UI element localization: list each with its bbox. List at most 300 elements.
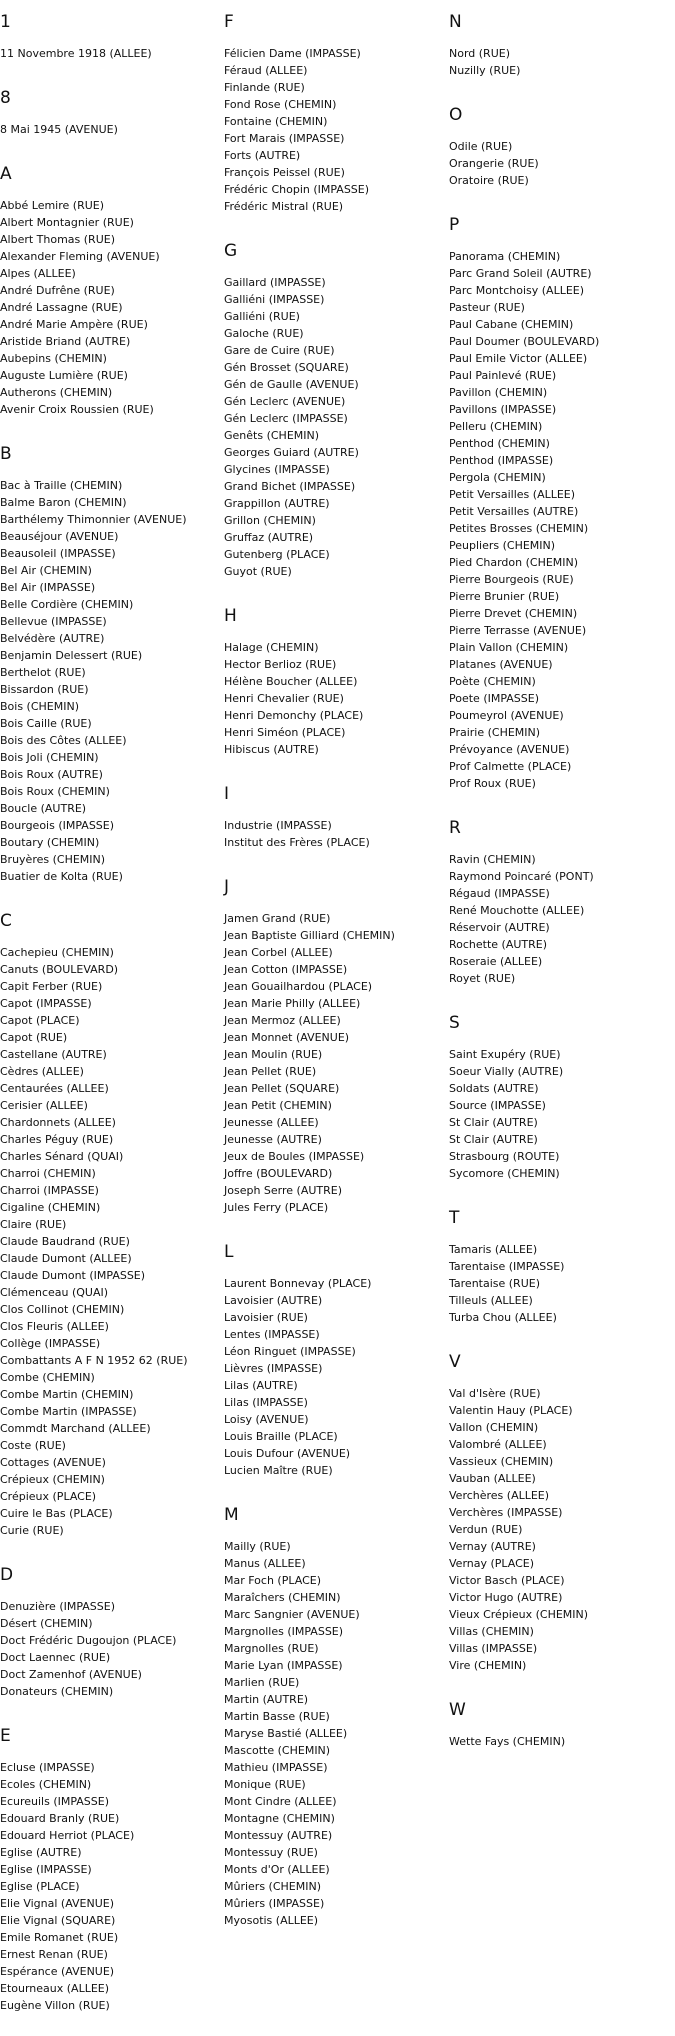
street-link[interactable]: Royet (RUE) [449, 972, 516, 985]
street-link[interactable]: Valentin Hauy (PLACE) [449, 1404, 573, 1417]
street-link[interactable]: Tilleuls (ALLEE) [449, 1294, 533, 1307]
street-link[interactable]: Charroi (IMPASSE) [0, 1184, 99, 1197]
street-link[interactable]: Galliéni (IMPASSE) [224, 293, 325, 306]
street-link[interactable]: Pierre Terrasse (AVENUE) [449, 624, 587, 637]
street-link[interactable]: Bois Caille (RUE) [0, 717, 92, 730]
street-list [0, 121, 220, 138]
street-link[interactable]: Mont Cindre (ALLEE) [224, 1795, 337, 1808]
street-link[interactable]: Manus (ALLEE) [224, 1557, 306, 1570]
street-link[interactable]: Belvédère (AUTRE) [0, 632, 105, 645]
street-link[interactable]: Féraud (ALLEE) [224, 64, 308, 77]
letter-section [0, 88, 220, 160]
letter-heading: H [224, 606, 237, 626]
street-link[interactable]: Industrie (IMPASSE) [224, 819, 332, 832]
street-link[interactable]: Gén de Gaulle (AVENUE) [224, 378, 359, 391]
street-link[interactable]: Autherons (CHEMIN) [0, 386, 113, 399]
street-link[interactable]: Cottages (AVENUE) [0, 1456, 106, 1469]
street-link[interactable]: Eglise (PLACE) [0, 1880, 80, 1893]
street-link[interactable]: Castellane (AUTRE) [0, 1048, 107, 1061]
street-link[interactable]: Ecluse (IMPASSE) [0, 1761, 95, 1774]
street-link[interactable]: Laurent Bonnevay (PLACE) [224, 1277, 372, 1290]
street-link[interactable]: Parc Grand Soleil (AUTRE) [449, 267, 592, 280]
street-link[interactable]: Doct Frédéric Dugoujon (PLACE) [0, 1634, 177, 1647]
street-link[interactable]: Orangerie (RUE) [449, 157, 539, 170]
street-link[interactable]: Désert (CHEMIN) [0, 1617, 93, 1630]
street-link[interactable]: Combattants A F N 1952 62 (RUE) [0, 1354, 188, 1367]
street-link[interactable]: Chardonnets (ALLEE) [0, 1116, 116, 1129]
street-link[interactable]: Lilas (IMPASSE) [224, 1396, 308, 1409]
street-link[interactable]: Margnolles (RUE) [224, 1642, 319, 1655]
section-spacer [0, 1700, 220, 1722]
street-link[interactable]: Jean Marie Philly (ALLEE) [224, 997, 361, 1010]
street-link[interactable]: Vassieux (CHEMIN) [449, 1455, 554, 1468]
street-link[interactable]: Saint Exupéry (RUE) [449, 1048, 561, 1061]
street-link[interactable]: Curie (RUE) [0, 1524, 64, 1537]
street-link[interactable]: Denuzière (IMPASSE) [0, 1600, 116, 1613]
street-link[interactable]: Petit Versailles (AUTRE) [449, 505, 579, 518]
street-link[interactable]: Tarentaise (IMPASSE) [449, 1260, 565, 1273]
letter-heading: O [449, 105, 463, 125]
street-link[interactable]: Cachepieu (CHEMIN) [0, 946, 114, 959]
street-link[interactable]: Félicien Dame (IMPASSE) [224, 47, 361, 60]
letter-heading: I [224, 784, 230, 804]
street-link[interactable]: Benjamin Delessert (RUE) [0, 649, 143, 662]
street-link[interactable]: Lavoisier (AUTRE) [224, 1294, 323, 1307]
street-link[interactable]: Edouard Branly (RUE) [0, 1812, 120, 1825]
section-spacer [0, 1539, 220, 1561]
street-link[interactable]: Villas (CHEMIN) [449, 1625, 534, 1638]
street-link[interactable]: Avenir Croix Roussien (RUE) [0, 403, 154, 416]
street-link[interactable]: Elie Vignal (AVENUE) [0, 1897, 115, 1910]
street-link[interactable]: Mûriers (CHEMIN) [224, 1880, 322, 1893]
street-link[interactable]: Mar Foch (PLACE) [224, 1574, 321, 1587]
street-link[interactable]: Beauséjour (AVENUE) [0, 530, 119, 543]
letter-section [0, 12, 220, 84]
street-link[interactable]: Penthod (CHEMIN) [449, 437, 550, 450]
street-link[interactable]: Verchères (IMPASSE) [449, 1506, 563, 1519]
street-link[interactable]: André Marie Ampère (RUE) [0, 318, 148, 331]
street-link[interactable]: Cigaline (CHEMIN) [0, 1201, 101, 1214]
street-link[interactable]: Bois Roux (AUTRE) [0, 768, 103, 781]
street-link[interactable]: Cerisier (ALLEE) [0, 1099, 88, 1112]
street-link[interactable]: Paul Doumer (BOULEVARD) [449, 335, 600, 348]
street-link[interactable]: Henri Siméon (PLACE) [224, 726, 346, 739]
street-link[interactable]: Eugène Villon (RUE) [0, 1999, 110, 2012]
street-link[interactable]: Boutary (CHEMIN) [0, 836, 100, 849]
street-link[interactable]: Poumeyrol (AVENUE) [449, 709, 564, 722]
street-link[interactable]: Léon Ringuet (IMPASSE) [224, 1345, 356, 1358]
street-link[interactable]: Odile (RUE) [449, 140, 513, 153]
street-list [449, 1385, 669, 1674]
letter-heading: T [449, 1208, 460, 1228]
street-link[interactable]: Centaurées (ALLEE) [0, 1082, 109, 1095]
street-link[interactable]: Pasteur (RUE) [449, 301, 525, 314]
street-link[interactable]: Monts d'Or (ALLEE) [224, 1863, 330, 1876]
street-link[interactable]: Bellevue (IMPASSE) [0, 615, 107, 628]
street-link[interactable]: Eglise (IMPASSE) [0, 1863, 92, 1876]
letter-heading: V [449, 1352, 461, 1372]
street-link[interactable]: Pied Chardon (CHEMIN) [449, 556, 579, 569]
street-link[interactable]: Strasbourg (ROUTE) [449, 1150, 560, 1163]
street-link[interactable]: Jules Ferry (PLACE) [224, 1201, 329, 1214]
street-link[interactable]: Fond Rose (CHEMIN) [224, 98, 337, 111]
street-list [224, 1275, 444, 1479]
street-link[interactable]: André Lassagne (RUE) [0, 301, 123, 314]
street-link[interactable]: Aristide Briand (AUTRE) [0, 335, 131, 348]
street-link[interactable]: Charroi (CHEMIN) [0, 1167, 96, 1180]
street-link[interactable]: Petites Brosses (CHEMIN) [449, 522, 589, 535]
street-link[interactable]: Lucien Maître (RUE) [224, 1464, 333, 1477]
street-link[interactable]: Combe (CHEMIN) [0, 1371, 95, 1384]
street-link[interactable]: Auguste Lumière (RUE) [0, 369, 128, 382]
street-link[interactable]: Marie Lyan (IMPASSE) [224, 1659, 343, 1672]
street-link[interactable]: Albert Montagnier (RUE) [0, 216, 134, 229]
letter-section [449, 105, 669, 211]
street-link[interactable]: Penthod (IMPASSE) [449, 454, 554, 467]
street-link[interactable]: Maryse Bastié (ALLEE) [224, 1727, 348, 1740]
street-link[interactable]: Frédéric Mistral (RUE) [224, 200, 344, 213]
street-link[interactable]: Pierre Bourgeois (RUE) [449, 573, 574, 586]
street-link[interactable]: Margnolles (IMPASSE) [224, 1625, 344, 1638]
street-link[interactable]: Elie Vignal (SQUARE) [0, 1914, 116, 1927]
street-link[interactable]: Rochette (AUTRE) [449, 938, 548, 951]
street-link[interactable]: Coste (RUE) [0, 1439, 66, 1452]
street-link[interactable]: Lavoisier (RUE) [224, 1311, 308, 1324]
street-link[interactable]: Bois (CHEMIN) [0, 700, 80, 713]
street-link[interactable]: Myosotis (ALLEE) [224, 1914, 319, 1927]
street-link[interactable]: Clos Fleuris (ALLEE) [0, 1320, 109, 1333]
letter-heading: W [449, 1700, 466, 1720]
street-link[interactable]: Gaillard (IMPASSE) [224, 276, 326, 289]
street-link[interactable]: Claude Dumont (ALLEE) [0, 1252, 132, 1265]
street-link[interactable]: Canuts (BOULEVARD) [0, 963, 119, 976]
street-link[interactable]: Guyot (RUE) [224, 565, 292, 578]
street-link[interactable]: Abbé Lemire (RUE) [0, 199, 105, 212]
street-link[interactable]: Villas (IMPASSE) [449, 1642, 538, 1655]
street-link[interactable]: Finlande (RUE) [224, 81, 305, 94]
street-link[interactable]: Georges Guiard (AUTRE) [224, 446, 359, 459]
street-link[interactable]: Paul Cabane (CHEMIN) [449, 318, 574, 331]
street-link[interactable]: Albert Thomas (RUE) [0, 233, 115, 246]
street-link[interactable]: Genêts (CHEMIN) [224, 429, 320, 442]
street-link[interactable]: Peupliers (CHEMIN) [449, 539, 556, 552]
street-link[interactable]: Pavillons (IMPASSE) [449, 403, 557, 416]
street-link[interactable]: Jeunesse (AUTRE) [224, 1133, 322, 1146]
street-link[interactable]: Jean Monnet (AVENUE) [224, 1031, 350, 1044]
street-list [224, 274, 444, 580]
street-link[interactable]: Henri Chevalier (RUE) [224, 692, 344, 705]
street-link[interactable]: Mathieu (IMPASSE) [224, 1761, 328, 1774]
street-link[interactable]: 8 Mai 1945 (AVENUE) [0, 123, 118, 136]
street-link[interactable]: Buatier de Kolta (RUE) [0, 870, 123, 883]
street-link[interactable]: Espérance (AVENUE) [0, 1965, 115, 1978]
street-link[interactable]: Nord (RUE) [449, 47, 510, 60]
letter-heading: F [224, 12, 234, 32]
street-link[interactable]: Tarentaise (RUE) [449, 1277, 540, 1290]
street-link[interactable]: Paul Emile Victor (ALLEE) [449, 352, 588, 365]
street-link[interactable]: Montessuy (AUTRE) [224, 1829, 333, 1842]
street-link[interactable]: Marlien (RUE) [224, 1676, 300, 1689]
street-link[interactable]: Jean Petit (CHEMIN) [224, 1099, 332, 1112]
letter-section [449, 1700, 669, 1772]
street-link[interactable]: Capot (PLACE) [0, 1014, 80, 1027]
street-link[interactable]: Cuire le Bas (PLACE) [0, 1507, 113, 1520]
street-link[interactable]: Joffre (BOULEVARD) [224, 1167, 333, 1180]
street-link[interactable]: Victor Hugo (AUTRE) [449, 1591, 563, 1604]
street-link[interactable]: Emile Romanet (RUE) [0, 1931, 119, 1944]
street-link[interactable]: Charles Péguy (RUE) [0, 1133, 114, 1146]
letter-section [449, 1352, 669, 1696]
street-link[interactable]: Bois des Côtes (ALLEE) [0, 734, 127, 747]
street-link[interactable]: Vallon (CHEMIN) [449, 1421, 539, 1434]
street-link[interactable]: Crépieux (CHEMIN) [0, 1473, 105, 1486]
street-link[interactable]: Capot (RUE) [0, 1031, 68, 1044]
street-link[interactable]: Collège (IMPASSE) [0, 1337, 101, 1350]
section-spacer [0, 418, 220, 440]
street-link[interactable]: Poète (CHEMIN) [449, 675, 536, 688]
street-link[interactable]: Vernay (AUTRE) [449, 1540, 536, 1553]
street-link[interactable]: Soeur Vially (AUTRE) [449, 1065, 564, 1078]
street-link[interactable]: Ernest Renan (RUE) [0, 1948, 108, 1961]
street-link[interactable]: Sycomore (CHEMIN) [449, 1167, 560, 1180]
street-link[interactable]: Forts (AUTRE) [224, 149, 301, 162]
street-link[interactable]: Marc Sangnier (AVENUE) [224, 1608, 360, 1621]
section-spacer [224, 851, 444, 873]
street-list [224, 910, 444, 1216]
street-link[interactable]: Nuzilly (RUE) [449, 64, 521, 77]
letter-heading: R [449, 818, 461, 838]
section-spacer [449, 987, 669, 1009]
street-link[interactable]: Gare de Cuire (RUE) [224, 344, 335, 357]
street-link[interactable]: Bel Air (IMPASSE) [0, 581, 96, 594]
street-link[interactable]: Galliéni (RUE) [224, 310, 300, 323]
letter-heading: D [0, 1565, 14, 1585]
street-link[interactable]: Lentes (IMPASSE) [224, 1328, 320, 1341]
street-link[interactable]: Combe Martin (CHEMIN) [0, 1388, 134, 1401]
street-link[interactable]: Bourgeois (IMPASSE) [0, 819, 115, 832]
street-link[interactable]: Combe Martin (IMPASSE) [0, 1405, 137, 1418]
street-link[interactable]: Jean Moulin (RUE) [224, 1048, 323, 1061]
street-link[interactable]: Frédéric Chopin (IMPASSE) [224, 183, 370, 196]
street-link[interactable]: Montagne (CHEMIN) [224, 1812, 335, 1825]
street-link[interactable]: Clémenceau (QUAI) [0, 1286, 109, 1299]
street-link[interactable]: Belle Cordière (CHEMIN) [0, 598, 134, 611]
section-spacer [224, 758, 444, 780]
street-link[interactable]: Pierre Drevet (CHEMIN) [449, 607, 578, 620]
street-link[interactable]: Bac à Traille (CHEMIN) [0, 479, 123, 492]
street-link[interactable]: Fontaine (CHEMIN) [224, 115, 328, 128]
street-link[interactable]: Edouard Herriot (PLACE) [0, 1829, 135, 1842]
letter-section [0, 1726, 220, 2036]
street-link[interactable]: Louis Braille (PLACE) [224, 1430, 338, 1443]
street-link[interactable]: Jean Gouailhardou (PLACE) [224, 980, 373, 993]
street-link[interactable]: Charles Sénard (QUAI) [0, 1150, 124, 1163]
street-link[interactable]: Jean Mermoz (ALLEE) [224, 1014, 341, 1027]
street-link[interactable]: Glycines (IMPASSE) [224, 463, 330, 476]
street-link[interactable]: Commdt Marchand (ALLEE) [0, 1422, 151, 1435]
section-spacer [449, 792, 669, 814]
street-link[interactable]: Pierre Brunier (RUE) [449, 590, 560, 603]
street-link[interactable]: Claire (RUE) [0, 1218, 67, 1231]
street-link[interactable]: Roseraie (ALLEE) [449, 955, 543, 968]
street-link[interactable]: Crépieux (PLACE) [0, 1490, 97, 1503]
street-link[interactable]: Jean Cotton (IMPASSE) [224, 963, 348, 976]
street-link[interactable]: Doct Laennec (RUE) [0, 1651, 111, 1664]
street-link[interactable]: Mûriers (IMPASSE) [224, 1897, 325, 1910]
letter-heading: E [0, 1726, 11, 1746]
street-link[interactable]: Vieux Crépieux (CHEMIN) [449, 1608, 589, 1621]
street-link[interactable]: Alexander Fleming (AVENUE) [0, 250, 160, 263]
street-link[interactable]: Henri Demonchy (PLACE) [224, 709, 364, 722]
street-link[interactable]: St Clair (AUTRE) [449, 1116, 538, 1129]
street-link[interactable]: Jeux de Boules (IMPASSE) [224, 1150, 365, 1163]
street-link[interactable]: Vire (CHEMIN) [449, 1659, 527, 1672]
street-link[interactable]: Joseph Serre (AUTRE) [224, 1184, 343, 1197]
street-link[interactable]: Ecureuils (IMPASSE) [0, 1795, 110, 1808]
street-link[interactable]: Gén Brosset (SQUARE) [224, 361, 349, 374]
street-link[interactable]: Barthélemy Thimonnier (AVENUE) [0, 513, 187, 526]
street-link[interactable]: Gén Leclerc (AVENUE) [224, 395, 346, 408]
street-link[interactable]: André Dufrêne (RUE) [0, 284, 115, 297]
street-link[interactable]: Jean Pellet (SQUARE) [224, 1082, 340, 1095]
street-link[interactable]: Pavillon (CHEMIN) [449, 386, 548, 399]
street-link[interactable]: Verdun (RUE) [449, 1523, 523, 1536]
street-link[interactable]: Panorama (CHEMIN) [449, 250, 561, 263]
street-link[interactable]: 11 Novembre 1918 (ALLEE) [0, 47, 152, 60]
street-link[interactable]: Gutenberg (PLACE) [224, 548, 330, 561]
street-link[interactable]: Grillon (CHEMIN) [224, 514, 316, 527]
street-link[interactable]: Verchères (ALLEE) [449, 1489, 550, 1502]
section-spacer [0, 885, 220, 907]
street-link[interactable]: Bel Air (CHEMIN) [0, 564, 92, 577]
street-link[interactable]: Cèdres (ALLEE) [0, 1065, 84, 1078]
street-link[interactable]: Capot (IMPASSE) [0, 997, 92, 1010]
street-link[interactable]: Jean Pellet (RUE) [224, 1065, 317, 1078]
letter-section [224, 1242, 444, 1501]
street-link[interactable]: St Clair (AUTRE) [449, 1133, 538, 1146]
letter-heading: N [449, 12, 462, 32]
street-link[interactable]: Alpes (ALLEE) [0, 267, 76, 280]
street-link[interactable]: Ravin (CHEMIN) [449, 853, 536, 866]
street-link[interactable]: Hibiscus (AUTRE) [224, 743, 319, 756]
street-link[interactable]: Ecoles (CHEMIN) [0, 1778, 92, 1791]
street-link[interactable]: Beausoleil (IMPASSE) [0, 547, 116, 560]
street-link[interactable]: Bruyères (CHEMIN) [0, 853, 106, 866]
street-link[interactable]: Petit Versailles (ALLEE) [449, 488, 576, 501]
street-link[interactable]: Gén Leclerc (IMPASSE) [224, 412, 348, 425]
letter-section [0, 1565, 220, 1722]
street-link[interactable]: Plain Vallon (CHEMIN) [449, 641, 569, 654]
street-link[interactable]: Lièvres (IMPASSE) [224, 1362, 323, 1375]
street-link[interactable]: Tamaris (ALLEE) [449, 1243, 538, 1256]
street-link[interactable]: Val d'Isère (RUE) [449, 1387, 541, 1400]
street-link[interactable]: Louis Dufour (AVENUE) [224, 1447, 351, 1460]
street-link[interactable]: Etourneaux (ALLEE) [0, 1982, 110, 1995]
letter-section [0, 444, 220, 907]
section-spacer [449, 79, 669, 101]
street-link[interactable]: Vauban (ALLEE) [449, 1472, 536, 1485]
street-link[interactable]: René Mouchotte (ALLEE) [449, 904, 585, 917]
street-link[interactable]: Donateurs (CHEMIN) [0, 1685, 114, 1698]
street-link[interactable]: Jean Baptiste Gilliard (CHEMIN) [224, 929, 395, 942]
street-link[interactable]: Eglise (AUTRE) [0, 1846, 82, 1859]
street-link[interactable]: Claude Baudrand (RUE) [0, 1235, 130, 1248]
street-link[interactable]: Réservoir (AUTRE) [449, 921, 550, 934]
letter-section [449, 818, 669, 1009]
street-link[interactable]: Source (IMPASSE) [449, 1099, 546, 1112]
street-link[interactable]: Jean Corbel (ALLEE) [224, 946, 333, 959]
street-link[interactable]: Martin (AUTRE) [224, 1693, 309, 1706]
street-link[interactable]: Mascotte (CHEMIN) [224, 1744, 331, 1757]
street-link[interactable]: Vernay (PLACE) [449, 1557, 535, 1570]
street-link[interactable]: Hélène Boucher (ALLEE) [224, 675, 358, 688]
street-link[interactable]: Boucle (AUTRE) [0, 802, 87, 815]
street-link[interactable]: Platanes (AVENUE) [449, 658, 553, 671]
street-link[interactable]: Pelleru (CHEMIN) [449, 420, 543, 433]
street-link[interactable]: Turba Chou (ALLEE) [449, 1311, 557, 1324]
street-link[interactable]: Montessuy (RUE) [224, 1846, 318, 1859]
street-link[interactable]: Prof Calmette (PLACE) [449, 760, 572, 773]
street-link[interactable]: Capit Ferber (RUE) [0, 980, 103, 993]
street-link[interactable]: Hector Berlioz (RUE) [224, 658, 337, 671]
letter-section [0, 164, 220, 440]
street-link[interactable]: Halage (CHEMIN) [224, 641, 319, 654]
street-link[interactable]: Valombré (ALLEE) [449, 1438, 547, 1451]
street-link[interactable]: Prairie (CHEMIN) [449, 726, 541, 739]
street-link[interactable]: Monique (RUE) [224, 1778, 306, 1791]
street-link[interactable]: Clos Collinot (CHEMIN) [0, 1303, 125, 1316]
street-link[interactable]: Bois Roux (CHEMIN) [0, 785, 110, 798]
street-link[interactable]: Aubepins (CHEMIN) [0, 352, 107, 365]
street-link[interactable]: Wette Fays (CHEMIN) [449, 1735, 566, 1748]
street-link[interactable]: Loisy (AVENUE) [224, 1413, 309, 1426]
street-link[interactable]: Lilas (AUTRE) [224, 1379, 298, 1392]
street-link[interactable]: Maraîchers (CHEMIN) [224, 1591, 341, 1604]
street-link[interactable]: Mailly (RUE) [224, 1540, 291, 1553]
street-link[interactable]: Berthelot (RUE) [0, 666, 86, 679]
letter-heading: G [224, 241, 238, 261]
street-link[interactable]: François Peissel (RUE) [224, 166, 345, 179]
street-link[interactable]: Soldats (AUTRE) [449, 1082, 539, 1095]
street-link[interactable]: Martin Basse (RUE) [224, 1710, 330, 1723]
street-link[interactable]: Prévoyance (AVENUE) [449, 743, 570, 756]
street-link[interactable]: Jamen Grand (RUE) [224, 912, 331, 925]
street-link[interactable]: Fort Marais (IMPASSE) [224, 132, 345, 145]
street-link[interactable]: Paul Painlevé (RUE) [449, 369, 557, 382]
street-link[interactable]: Jeunesse (ALLEE) [224, 1116, 319, 1129]
street-link[interactable]: Pergola (CHEMIN) [449, 471, 546, 484]
street-link[interactable]: Victor Basch (PLACE) [449, 1574, 565, 1587]
street-link[interactable]: Oratoire (RUE) [449, 174, 529, 187]
street-link[interactable]: Claude Dumont (IMPASSE) [0, 1269, 146, 1282]
street-link[interactable]: Bois Joli (CHEMIN) [0, 751, 99, 764]
street-link[interactable]: Grappillon (AUTRE) [224, 497, 330, 510]
section-spacer [449, 1674, 669, 1696]
street-link[interactable]: Raymond Poincaré (PONT) [449, 870, 594, 883]
street-link[interactable]: Grand Bichet (IMPASSE) [224, 480, 356, 493]
street-link[interactable]: Gruffaz (AUTRE) [224, 531, 314, 544]
street-link[interactable]: Régaud (IMPASSE) [449, 887, 550, 900]
section-spacer [0, 138, 220, 160]
street-link[interactable]: Institut des Frères (PLACE) [224, 836, 370, 849]
street-link[interactable]: Bissardon (RUE) [0, 683, 89, 696]
street-link[interactable]: Parc Montchoisy (ALLEE) [449, 284, 585, 297]
street-link[interactable]: Poete (IMPASSE) [449, 692, 540, 705]
street-link[interactable]: Doct Zamenhof (AVENUE) [0, 1668, 142, 1681]
street-link[interactable]: Galoche (RUE) [224, 327, 304, 340]
street-link[interactable]: Balme Baron (CHEMIN) [0, 496, 127, 509]
street-link[interactable]: Prof Roux (RUE) [449, 777, 536, 790]
